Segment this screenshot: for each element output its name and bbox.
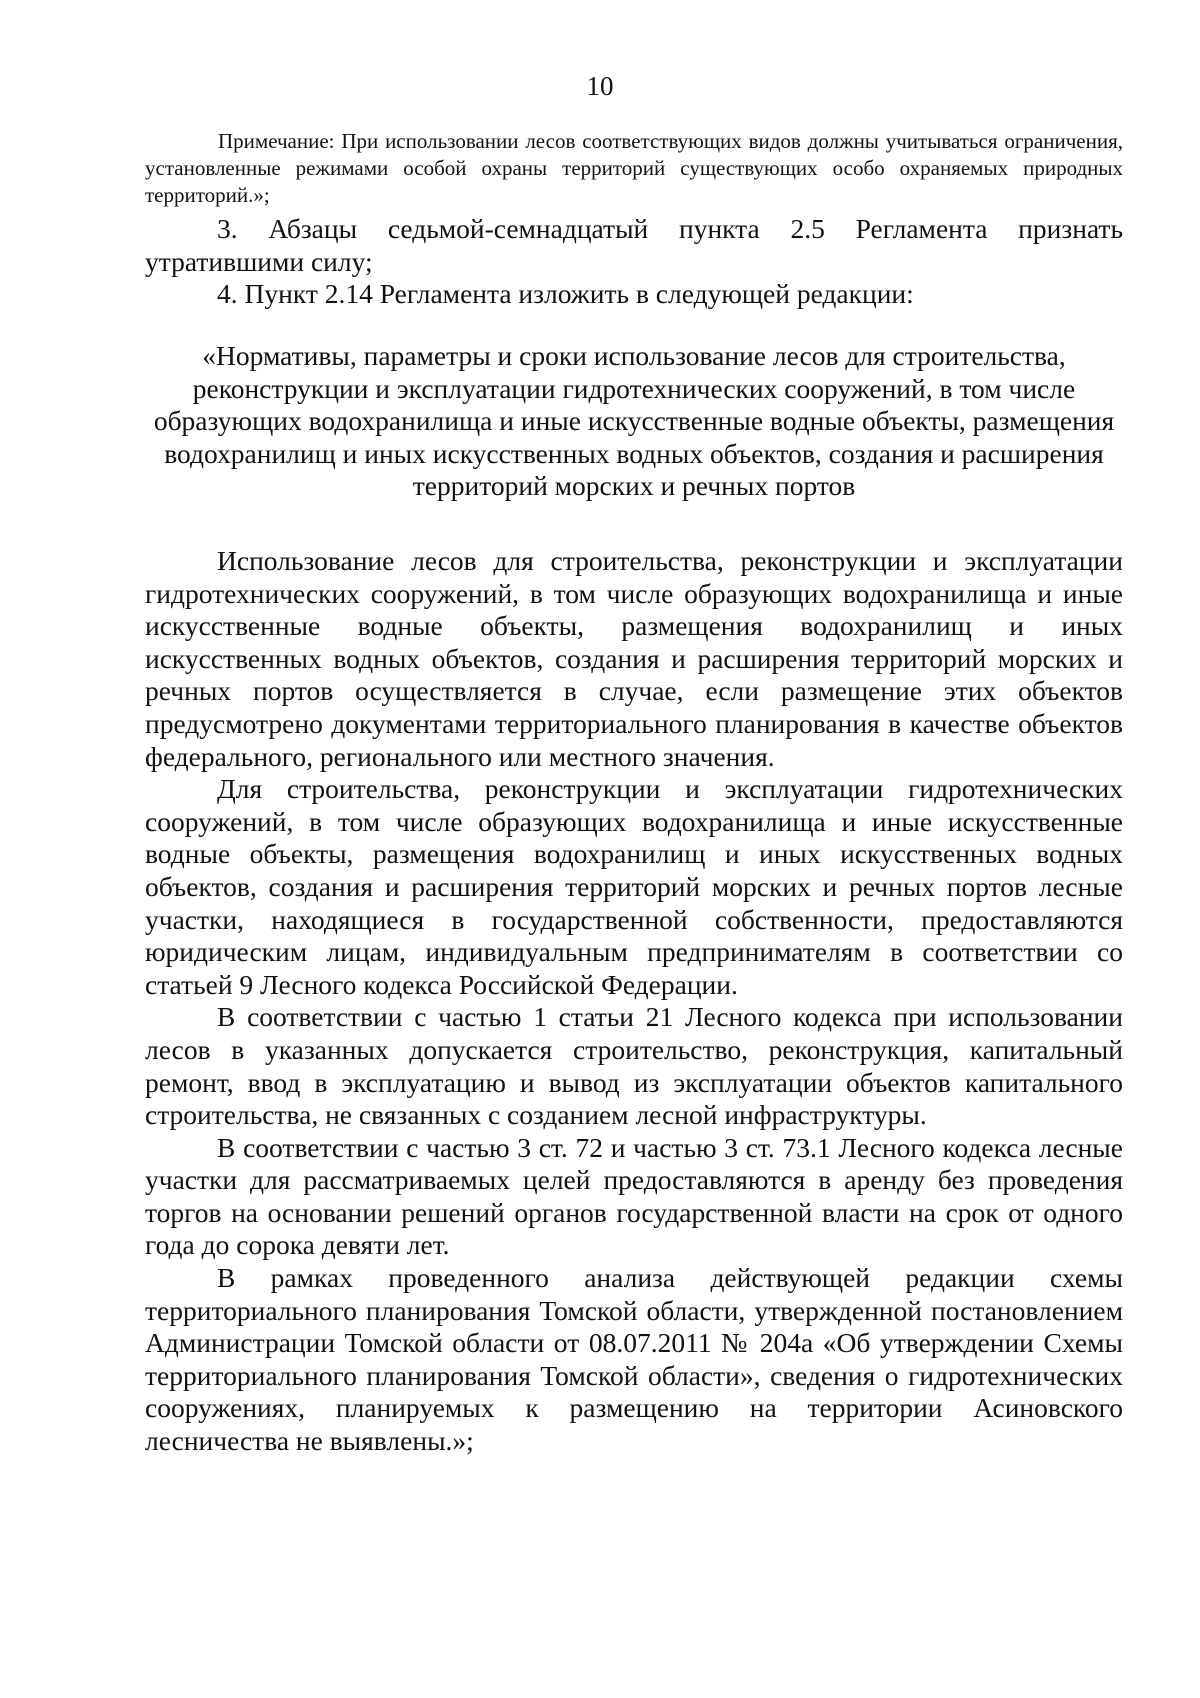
body-paragraph-5: В рамках проведенного анализа действующей редакции схемы территориального планирования Томской области, утвержденной постановлением Администрации Томской области от 08.07.2011 № 204а «Об утверждении Схемы территориального планирования Томской области», сведения о гидротехнических сооружениях, планируемых к размещению на территории Асиновского лесничества не выявлены.»; — [145, 1262, 1123, 1457]
amendment-item-3: 3. Абзацы седьмой-семнадцатый пункта 2.5 Регламента признать утратившими силу; — [145, 213, 1123, 277]
section-body — [145, 545, 1123, 1458]
body-paragraph-3: В соответствии с частью 1 статьи 21 Лесного кодекса при использовании лесов в указанных допускается строительство, реконструкция, капитальный ремонт, ввод в эксплуатацию и вывод из эксплуатации объектов капитального строительства, не связанных с созданием лесной инфраструктуры. — [145, 1001, 1123, 1131]
section-heading: «Нормативы, параметры и сроки использование лесов для строительства, реконструкции и эксплуатации гидротехнических сооружений, в том числе образующих водохранилища и иные искусственные водные объекты, размещения водохранилищ и иных искусственных водных объектов, создания и расширения территорий морских и речных портов — [153, 340, 1115, 502]
amendment-item-4: 4. Пункт 2.14 Регламента изложить в следующей редакции: — [217, 278, 914, 310]
page-number: 10 — [586, 71, 614, 101]
body-paragraph-4: В соответствии с частью 3 ст. 72 и частью 3 ст. 73.1 Лесного кодекса лесные участки для рассматриваемых целей предоставляются в аренду без проведения торгов на основании решений органов государственной власти на срок от одного года до сорока девяти лет. — [145, 1131, 1123, 1261]
body-paragraph-2: Для строительства, реконструкции и эксплуатации гидротехнических сооружений, в том числе образующих водохранилища и иные искусственные водные объекты, размещения водохранилищ и иных искусственных водных объектов, создания и расширения территорий морских и речных портов лесные участки, находящиеся в государственной собственности, предоставляются юридическим лицам, индивидуальным предпринимателям в соответствии со статьей 9 Лесного кодекса Российской Федерации. — [145, 773, 1123, 1000]
amendment-list — [145, 213, 1123, 311]
note-paragraph: Примечание: При использовании лесов соответствующих видов должны учитываться ограничения, установленные режимами особой охраны территорий существующих особо охраняемых природных территорий.»; — [145, 129, 1123, 207]
body-paragraph-1: Использование лесов для строительства, реконструкции и эксплуатации гидротехнических сооружений, в том числе образующих водохранилища и иные искусственные водные объекты, размещения водохранилищ и иных искусственных водных объектов, создания и расширения территорий морских и речных портов осуществляется в случае, если размещение этих объектов предусмотрено документами территориального планирования в качестве объектов федерального, регионального или местного значения. — [145, 545, 1123, 772]
